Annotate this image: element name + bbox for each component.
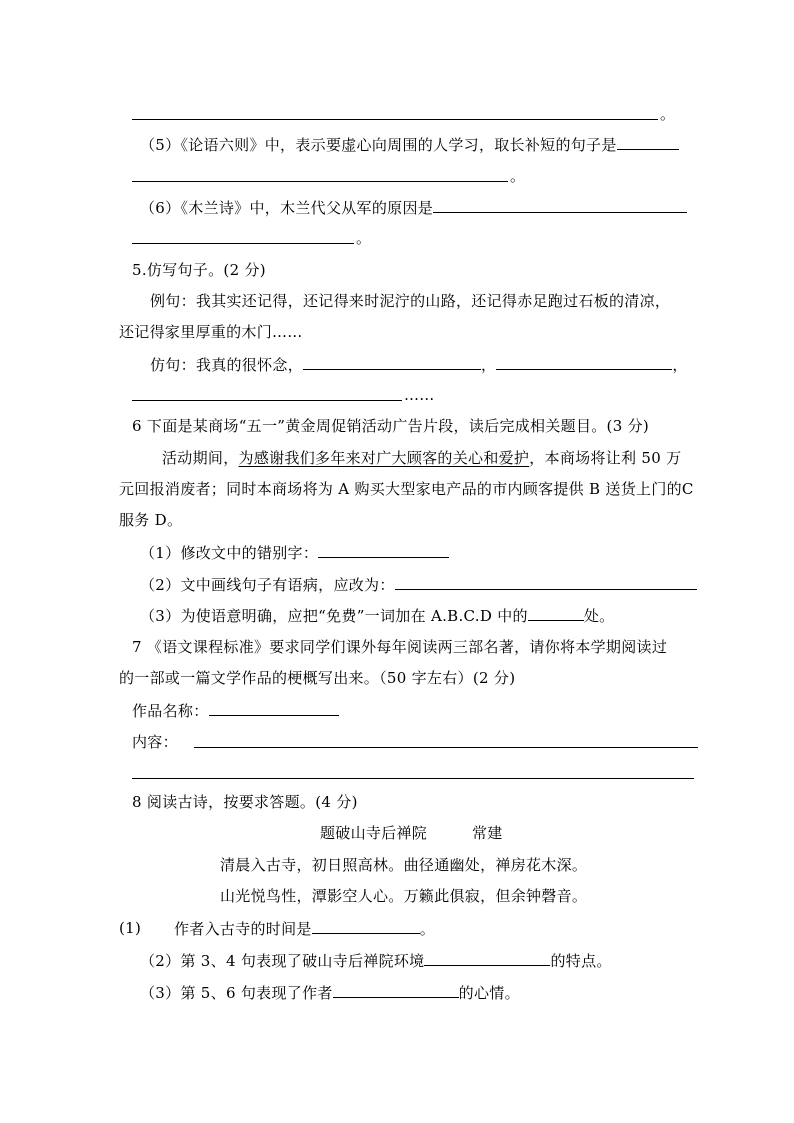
answer-blank-q6-2[interactable] (395, 574, 697, 590)
answer-blank-q8-3[interactable] (333, 982, 459, 998)
q5-example-line1: 例句：我其实还记得，还记得来时泥泞的山路，还记得赤足跑过石板的清凉， (150, 292, 671, 310)
answer-blank-q6-1[interactable] (318, 542, 449, 558)
q4-item6 (140, 197, 687, 218)
answer-blank-q8-2[interactable] (424, 950, 550, 966)
q6-sub2-text: （2）文中画线句子有语病，应改为： (140, 576, 395, 594)
poem-line-2: 山光悦鸟性，潭影空人心。万籁此俱寂，但余钟磬音。 (220, 887, 588, 905)
q5-example-line2: 还记得家里厚重的木门…… (119, 323, 303, 341)
answer-blank-imitate-1[interactable] (303, 354, 481, 370)
q8-sub3-pre: （3）第 5、6 句表现了作者 (140, 984, 333, 1002)
q8-sub1 (174, 918, 435, 939)
q4-item5 (140, 134, 679, 155)
answer-line-6b[interactable] (132, 243, 354, 244)
poem-author: 常建 (472, 824, 503, 842)
q6-sub1 (140, 542, 449, 563)
q7-title-line2: 的一部或一篇文学作品的梗概写出来。（50 字左右）(2 分) (119, 669, 516, 687)
q6-sub3 (140, 605, 614, 626)
answer-line-imitate-3[interactable] (132, 400, 402, 401)
poem-title: 题破山寺后禅院 (320, 824, 428, 842)
period-6: 。 (356, 229, 372, 247)
answer-line-content-2[interactable] (132, 778, 694, 779)
q7-work-name-label: 作品名称： (132, 702, 209, 720)
q8-title: 8 阅读古诗，按要求答题。(4 分) (132, 793, 358, 811)
q7-content-label: 内容： (132, 733, 178, 751)
poem-line-1: 清晨入古寺，初日照高林。曲径通幽处，禅房花木深。 (220, 856, 588, 874)
q5-imitate (150, 354, 688, 375)
answer-line-4-cont[interactable] (132, 119, 658, 120)
q8-sub2-post: 的特点。 (550, 952, 612, 970)
q8-sub2 (140, 950, 612, 971)
q8-sub3-post: 的心情。 (458, 984, 520, 1002)
q4-item6-text: （6）《木兰诗》中，木兰代父从军的原因是 (140, 199, 434, 217)
q8-sub1-num: (1) (119, 919, 142, 937)
period-5: 。 (510, 167, 526, 185)
q8-sub1-period: 。 (419, 920, 436, 938)
q8-sub3 (140, 982, 520, 1003)
q8-sub1-text: 作者入古寺的时间是 (174, 920, 312, 938)
answer-blank-6a[interactable] (433, 197, 687, 213)
q5-imitate-prefix: 仿句：我真的很怀念， (150, 356, 304, 374)
q6-ad-line1-pre: 活动期间， (162, 449, 239, 467)
q6-underlined-sentence: 为感谢我们多年来对广大顾客的关心和爱护 (238, 449, 530, 467)
q5-comma-2: ， (672, 356, 688, 374)
q6-ad-line3: 服务 D。 (119, 511, 183, 529)
answer-line-5b[interactable] (132, 181, 508, 182)
q6-sub3-pre: （3）为使语意明确，应把“免费”一词加在 A.B.C.D 中的 (140, 607, 528, 625)
q6-ad-line1-post: ，本商场将让利 50 万 (529, 449, 682, 467)
q5-title: 5.仿写句子。(2 分) (132, 261, 266, 279)
answer-blank-q6-3[interactable] (528, 605, 584, 621)
q4-item5-text: （5）《论语六则》中，表示要虚心向周围的人学习，取长补短的句子是 (140, 136, 617, 154)
q6-ad-line2: 元回报消废者；同时本商场将为 A 购买大型家电产品的市内顾客提供 B 送货上门的C (119, 480, 694, 498)
q7-work-name (132, 700, 339, 721)
q6-title: 6 下面是某商场“五一”黄金周促销活动广告片段，读后完成相关题目。(3 分) (132, 417, 650, 435)
q5-comma-1: ， (481, 356, 497, 374)
q6-sub3-post: 处。 (583, 607, 615, 625)
answer-blank-imitate-2[interactable] (496, 354, 672, 370)
answer-blank-5a[interactable] (617, 134, 679, 150)
q5-ellipsis: …… (404, 386, 435, 404)
q6-ad-line1 (162, 448, 681, 468)
answer-line-content-1[interactable] (194, 747, 698, 748)
answer-blank-work-name[interactable] (209, 700, 339, 716)
q8-sub2-pre: （2）第 3、4 句表现了破山寺后禅院环境 (140, 952, 425, 970)
answer-blank-q8-1[interactable] (312, 918, 420, 934)
q7-title-line1: 7 《语文课程标准》要求同学们课外每年阅读两三部名著，请你将本学期阅读过 (132, 638, 668, 656)
period-4-cont: 。 (660, 105, 676, 123)
q6-sub1-text: （1）修改文中的错别字： (140, 544, 319, 562)
q6-sub2 (140, 574, 697, 595)
